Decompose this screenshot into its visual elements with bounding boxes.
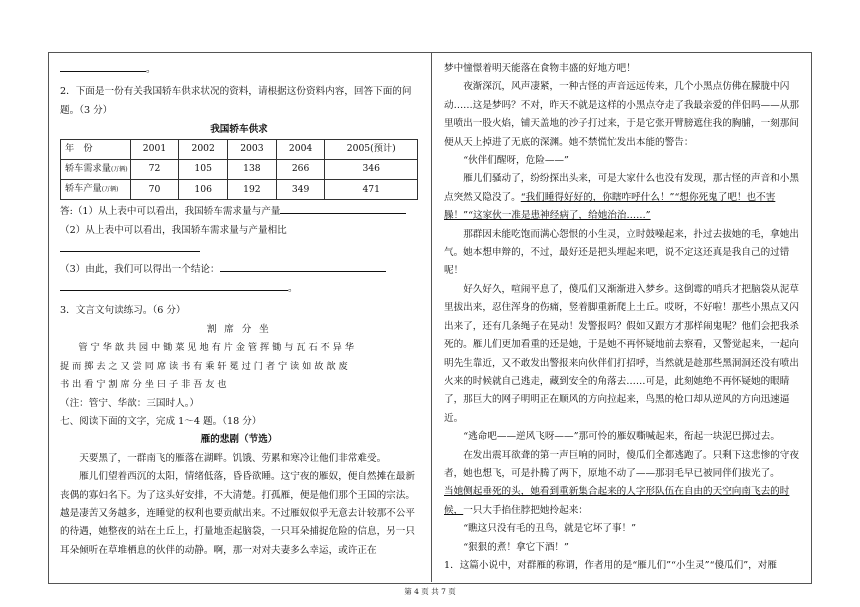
year-cell: 2003 [228, 140, 277, 159]
underlined-quote: “我们睡得好好的，你瞎咋呼什么！”“想你死鬼了吧！也不害臊！”“这家伙一准是患神经病了，给她治治……” [444, 191, 776, 222]
year-cell: 2004 [276, 140, 325, 159]
question-2-text: 2．下面是一份有关我国轿车供求状况的资料，请根据这份资料内容，回答下面的问题。（3 分） [60, 86, 412, 116]
table-cell: 70 [130, 180, 179, 200]
passage-paragraph: 那群因未能吃饱而满心怨恨的小生灵，立时鼓噪起来，扑过去拔她的毛，拿她出气。她本想申辩的，不过，最好还是把头埋起来吧，说不定这还真是我自己的过错呢！ [444, 228, 799, 277]
answer-blank[interactable] [60, 279, 288, 291]
table-cell: 266 [276, 159, 325, 179]
table-header-row [61, 140, 418, 159]
answer-blank[interactable] [60, 240, 200, 252]
car-supply-table [60, 139, 418, 200]
answer-blank[interactable] [220, 260, 386, 272]
previous-answer-line [60, 60, 418, 79]
passage-paragraph: “伙伴们醒呀，危险——” [463, 155, 569, 167]
passage-paragraph: “瞧这只没有毛的丑鸟，就是它坏了事！” [463, 523, 637, 535]
answer-blank[interactable] [280, 202, 406, 214]
period-mark: 。 [146, 64, 156, 75]
answer-line-3: （3）由此，我们可以得出一个结论： [60, 260, 418, 279]
table-title: 我国轿车供求 [210, 124, 268, 136]
row-label: 轿车产量(万辆) [61, 180, 131, 200]
table-cell: 346 [325, 159, 418, 179]
underlined-sentence: 当她侧起垂死的头，她看到重新集合起来的人字形队伍在自由的天空向南飞去的时候， [444, 486, 790, 516]
answer-line-1: 答:（1）从上表中可以看出，我国轿车需求量与产量 [60, 202, 418, 221]
passage-paragraph: 雁儿们望着西沉的太阳，情绪低落，昏昏欲睡。这宁夜的雁奴，便自然摊在最新丧偶的寡妇名下。为了这头好安排，不大清楚。打孤雁，便是他们那个王国的宗法。越是凄苦又务越多，连睡觉的权利也要贡献出来。不过雁奴似乎无意去计较那不公平的待遇，她整夜的站在土丘上，打量地歪起脑袋，一只耳朵捕捉危险的信息，另一只耳朵倾听在草堆栖息的伙伴的动静。啊，那一对对夫妻多么幸运，或许正在 [60, 471, 415, 556]
year-cell: 2002 [179, 140, 228, 159]
year-label: 年 份 [61, 140, 131, 159]
page-footer: 第 4 页 共 7 页 [404, 587, 456, 596]
row-label: 轿车需求量(万辆) [61, 159, 131, 179]
classical-line-3: 书 出 看 宁 割 席 分 坐 曰 子 非 吾 友 也 [60, 379, 227, 391]
right-column [444, 58, 800, 575]
classical-note: （注：管宁、华歆：三国时人。） [60, 397, 200, 409]
table-cell: 105 [179, 159, 228, 179]
answer-line-3b: 。 [60, 279, 418, 298]
table-cell: 72 [130, 159, 179, 179]
passage-title: 雁的悲剧（节选） [200, 434, 278, 446]
passage-paragraph: 当她侧起垂死的头，她看到重新集合起来的人字形队伍在自由的天空向南飞去的时候，一只大手掐住脖把她拎起来： [444, 486, 790, 516]
table-row [61, 159, 418, 179]
year-cell: 2005(预计) [325, 140, 418, 159]
section-7-text: 七、阅读下面的文字，完成 1～4 题。（18 分） [60, 415, 262, 427]
passage-paragraph: “逃命吧——逆风飞呀——”那可怜的雁奴嘶喊起来，衔起一块泥巴掷过去。 [463, 431, 780, 443]
table-cell: 106 [179, 180, 228, 200]
table-row [61, 180, 418, 200]
answer-line-2: （2）从上表中可以看出，我国轿车需求量与产量相比 [60, 222, 418, 260]
year-cell: 2001 [130, 140, 179, 159]
passage-paragraph: 雁儿们骚动了，纷纷探出头来，可是大家什么也没有发现，那古怪的声音和小黑点突然又隐没了。“我们睡得好好的，你瞎咋呼什么！”“想你死鬼了吧！也不害臊！”“这家伙一准是患神经病了，给她治治……” [444, 173, 799, 222]
passage-paragraph: 在发出震耳欲聋的第一声巨响的同时，傻瓜们全都逃跑了。只剩下这悲惨的守夜者，她也想飞，可是扑腾了两下，原地不动了——那羽毛早已被同伴们拔光了。 [444, 449, 799, 479]
question-1-text: 1．这篇小说中，对群雁的称谓，作者用的是“雁儿们”“小生灵”“傻瓜们”，对雁 [444, 559, 777, 571]
passage-paragraph: 好久好久，喧闹平息了，傻瓜们又渐渐进入梦乡。这倒霉的哨兵才把脑袋从泥草里拔出来，忍住浑身的伤痛，竖着脚重新爬上土丘。哎呀，不好啦！那些小黑点又闪出来了，还有几条绳子在晃动！发警报吗？假如又跟方才那样闹鬼呢？他们会把我杀死的。雁儿们更加看重的还是她，于是她不再怀疑地前去察看，又警觉起来，一起向明先生靠近，又不敢发出警报来向伙伴们打招呼，当然就是趁那些黑洞洞还没有喷出火来的时候就自己逃走，藏到安全的角落去……可是，此刻她绝不再怀疑她的眼睛了，那巨大的网子明明正在顺风的方向拉起来，鸟黑的枪口却从逆风的方向迅速逼近。 [444, 283, 799, 424]
table-cell: 192 [228, 180, 277, 200]
passage-paragraph: “狠狠的煮！拿它下酒！” [463, 541, 569, 553]
classical-title: 割 席 分 坐 [206, 323, 272, 335]
left-column [60, 58, 418, 560]
passage-paragraph: 天要黑了，一群南飞的雁落在湖畔。饥饿、劳累和寒冷让他们非常难受。 [79, 452, 387, 464]
table-cell: 471 [325, 180, 418, 200]
answer-blank [60, 60, 146, 72]
classical-line-2: 捉 而 掷 去 之 又 尝 同 席 读 书 有 乘 轩 冕 过 门 者 宁 读 如 故 歆 废 [60, 360, 348, 372]
classical-line-1: 管 宁 华 歆 共 园 中 锄 菜 见 地 有 片 金 管 挥 锄 与 瓦 石 不 异 华 [78, 342, 354, 354]
column-divider [431, 52, 432, 582]
table-cell: 138 [228, 159, 277, 179]
passage-paragraph: 梦中憧憬着明天能落在食物丰盛的好地方吧！ [444, 63, 636, 74]
passage-paragraph: 夜渐深沉，风声凄紧，一种古怪的声音远远传来，几个小黑点仿佛在朦胧中闪动……这是梦吗？不对，昨天不就是这样的小黑点夺走了我最亲爱的伴侣吗——从那里喷出一股火焰，铺天盖地的沙子打过来，于是它张开臂膀遮住我的胸脯，一刻那间便从天上掉进了无底的深渊。她不禁慌忙发出本能的警告： [444, 81, 799, 148]
table-cell: 349 [276, 180, 325, 200]
question-3-text: 3．文言文句读练习。（6 分） [60, 305, 186, 317]
